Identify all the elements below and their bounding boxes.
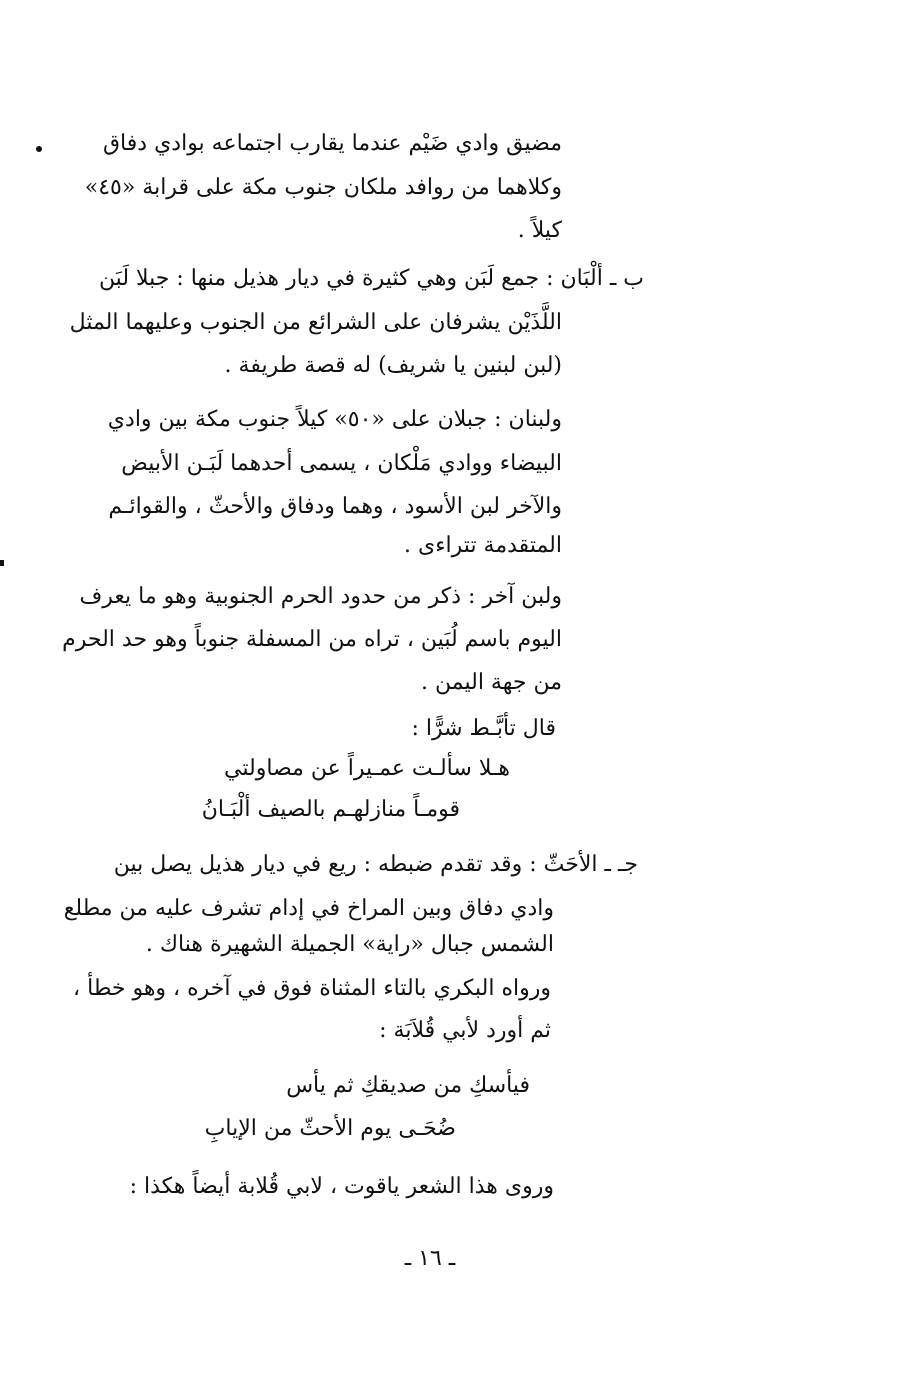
verse-line: ضُحَـى يوم الأحثّ من الإيابِ — [204, 1116, 456, 1141]
text-line: الشمس جبال «راية» الجميلة الشهيرة هناك . — [145, 932, 554, 957]
verse-intro: قال تأبَّـط شرًّا : — [411, 716, 556, 741]
text-line: اللَّذَيْن يشرفان على الشرائع من الجنوب وعليهما المثل — [69, 310, 562, 335]
margin-tick — [0, 560, 4, 566]
text-line: مضيق وادي ضَيْم عندما يقارب اجتماعه بوادي دفاق — [102, 131, 562, 156]
text-line: وادي دفاق وبين المراخ في إدام تشرف عليه من مطلع — [63, 896, 554, 921]
text-line: البيضاء ووادي مَلْكان ، يسمى أحدهما لَبَـن الأبيض — [121, 451, 562, 476]
text-line: كيلاً . — [517, 218, 562, 243]
text-line: المتقدمة تتراءى . — [404, 533, 562, 558]
verse-line: قومـاً منازلهـم بالصيف ألْبَـانُ — [201, 797, 460, 822]
page-number: ـ ١٦ ـ — [404, 1246, 456, 1271]
text-line: وروى هذا الشعر ياقوت ، لابي قُلابة أيضاً هكذا : — [129, 1174, 554, 1199]
text-line: ب ـ ألْبَان : جمع لَبَن وهي كثيرة في ديار هذيل منها : جبلا لَبَن — [98, 266, 644, 291]
verse-line: هـلا سألـت عمـيراً عن مصاولتي — [224, 756, 510, 781]
text-line: اليوم باسم لُبَين ، تراه من المسفلة جنوباً وهو حد الحرم — [62, 627, 562, 652]
verse-line: فيأسكِ من صديقكِ ثم يأس — [286, 1073, 530, 1098]
text-line: ثم أورد لأبي قُلاَبَة : — [379, 1018, 551, 1043]
text-line: من جهة اليمن . — [421, 670, 562, 695]
text-line: ورواه البكري بالتاء المثناة فوق في آخره ، وهو خطأ ، — [73, 976, 551, 1001]
text-line: ولبنان : جبلان على «٥٠» كيلاً جنوب مكة بين وادي — [107, 407, 562, 432]
text-line: جـ ـ الأحَثّ : وقد تقدم ضبطه : ريع في ديار هذيل يصل بين — [113, 852, 638, 877]
text-line: (لبن لبنين يا شريف) له قصة طريفة . — [224, 353, 562, 378]
margin-dot — [36, 146, 42, 152]
text-line: والآخر لبن الأسود ، وهما ودفاق والأحثّ ، والقوائـم — [108, 494, 562, 519]
text-line: وكلاهما من روافد ملكان جنوب مكة على قرابة «٤٥» — [84, 175, 562, 200]
text-line: ولبن آخر : ذكر من حدود الحرم الجنوبية وهو ما يعرف — [79, 584, 562, 609]
